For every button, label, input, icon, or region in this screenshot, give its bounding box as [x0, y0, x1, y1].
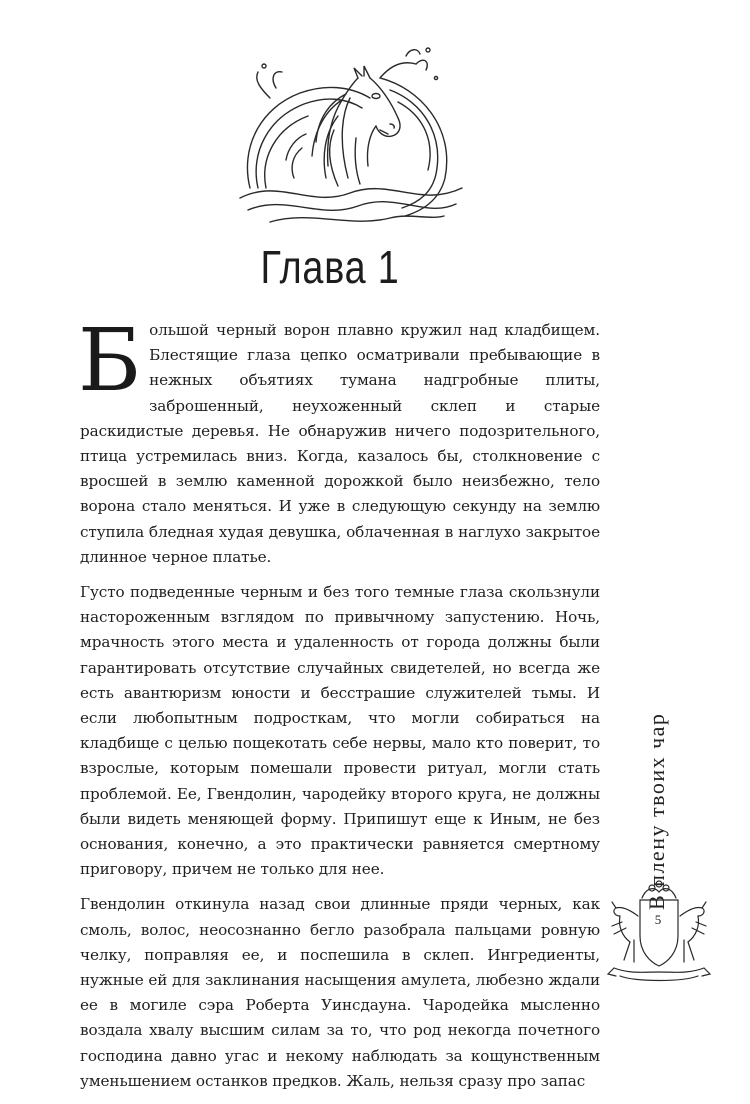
rampant-horses-crest-icon [600, 876, 718, 986]
running-title-text: В плену твоих чар [644, 712, 669, 910]
horse-in-waves-icon [230, 38, 470, 228]
paragraph-1-text: ольшой черный ворон плавно кружил над кладбищем. Блестящие глаза цепко осматривали пребывающие в нежных объятиях тумана надгробные плиты, заброшенный, неухоженный склеп и старые раскидистые деревья. Не обнаружив ничего подозрительного, птица устремилась вниз. Когда, казалось бы, столкновение с вросшей в землю каменной дорожкой было неизбежно, тело ворона стало меняться. И уже в следующую секунду на землю ступила бледная худая девушка, облаченная в наглухо закрытое длинное черное платье. [80, 321, 600, 566]
paragraph-2: Густо подведенные черным и без того темные глаза скользнули настороженным взглядом по привычному запустению. Ночь, мрачность этого места и удаленность от города должны были гарантировать отсутствие случайных свидетелей, но всегда же есть авантюризм юности и бесстрашие служителей тьмы. И если любопытным подросткам, что могли собираться на кладбище с целью пощекотать себе нервы, мало кто поверит, то взрослые, которым помешали провести ритуал, могли стать проблемой. Ее, Гвендолин, чародейку второго круга, не должны были видеть меняющей форму. Припишут еще к Иным, не без основания, конечно, а это практически равняется смертному приговору, причем не только для нее. [80, 583, 600, 879]
running-title [614, 660, 674, 910]
paragraph-3: Гвендолин откинула назад свои длинные пряди черных, как смоль, волос, неосознанно бегло разобрала пальцами ровную челку, поправляя ее, и поспешила в склеп. Ингредиенты, нужные ей для заклинания насыщения амулета, любезно ждали ее в могиле сэра Роберта Уинсдауна. Чародейка мысленно воздала хвалу высшим силам за то, что род некогда почетного господина давно угас и некому наблюдать за кощунственным уменьшением останков предков. Жаль, нельзя сразу про запас [80, 895, 600, 1090]
page-number: 5 [654, 912, 662, 927]
paragraph-1 [78, 311, 600, 570]
drop-cap: Б [78, 311, 142, 411]
chapter-title: Глава 1 [260, 241, 400, 293]
chapter-text [78, 311, 600, 1104]
